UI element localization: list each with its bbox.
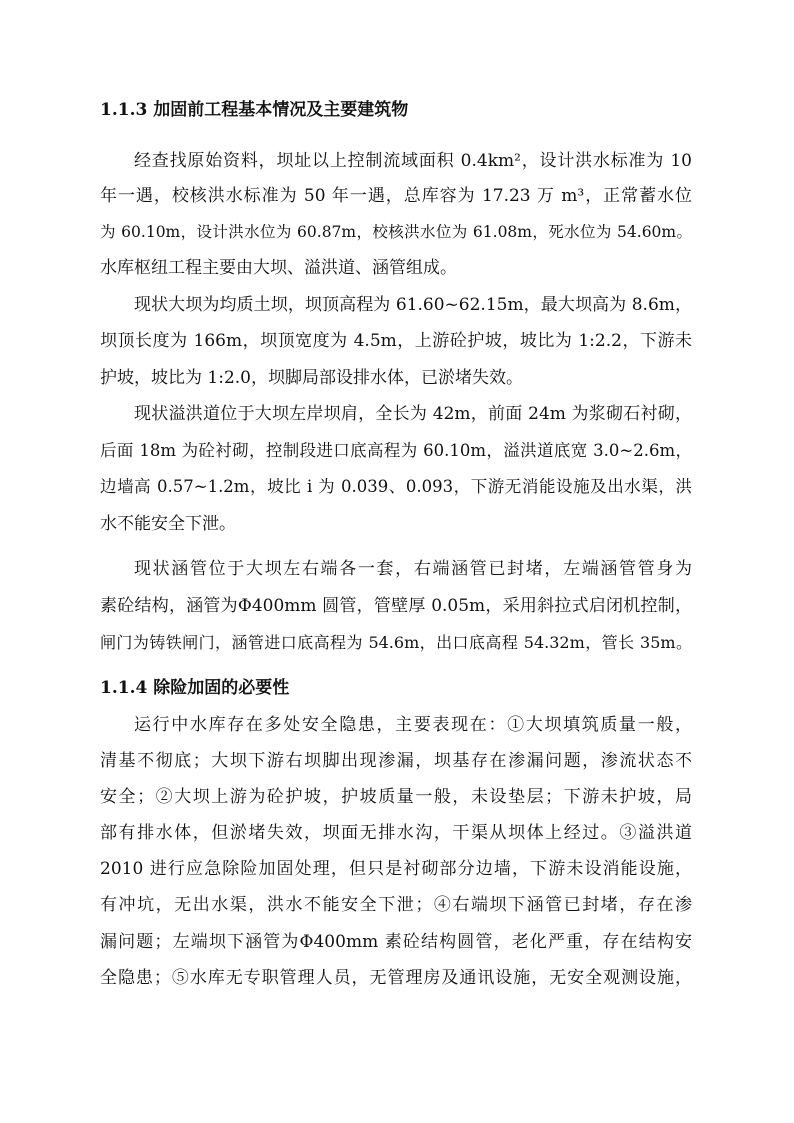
section-heading-1-1-3: 1.1.3 加固前工程基本情况及主要建筑物 [100,100,409,120]
paragraph-line: 后面 18m 为砼衬砌，控制段进口底高程为 60.10m，溢洪道底宽 3.0~2.6m， [100,441,692,460]
paragraph-line: 2010 进行应急除险加固处理，但只是衬砌部分边墙，下游未设消能设施， [100,859,692,879]
paragraph-line: 素砼结构，涵管为Φ400mm 圆管，管壁厚 0.05m，采用斜拉式启闭机控制， [100,596,692,616]
paragraph-line: 部有排水体，但淤堵失效，坝面无排水沟，干渠从坝体上经过。③溢洪道 [100,823,692,843]
paragraph-line: 护坡，坡比为 1:2.0，坝脚局部设排水体，已淤堵失效。 [100,368,523,388]
section-heading-1-1-4: 1.1.4 除险加固的必要性 [100,678,290,698]
paragraph-line: 经查找原始资料，坝址以上控制流域面积 0.4km²，设计洪水标准为 10 [134,151,692,171]
paragraph-line: 现状溢洪道位于大坝左岸坝肩，全长为 42m，前面 24m 为浆砌石衬砌， [134,404,692,424]
paragraph-line: 年一遇，校核洪水标准为 50 年一遇，总库容为 17.23 万 m³，正常蓄水位 [100,186,692,206]
paragraph-line: 漏问题；左端坝下涵管为Φ400mm 素砼结构圆管，老化严重，存在结构安 [100,932,692,952]
paragraph-line: 水不能安全下泄。 [100,514,236,534]
paragraph-line: 运行中水库存在多处安全隐患，主要表现在：①大坝填筑质量一般， [134,715,692,735]
paragraph-line: 现状大坝为均质土坝，坝顶高程为 61.60~62.15m，最大坝高为 8.6m， [134,295,692,315]
paragraph-line: 水库枢纽工程主要由大坝、溢洪道、涵管组成。 [100,258,457,278]
paragraph-line: 清基不彻底；大坝下游右坝脚出现渗漏，坝基存在渗漏问题，渗流状态不 [100,751,692,771]
paragraph-line: 坝顶长度为 166m，坝顶宽度为 4.5m，上游砼护坡，坡比为 1:2.2，下游未 [100,331,692,351]
paragraph-line: 有冲坑，无出水渠，洪水不能安全下泄；④右端坝下涵管已封堵，存在渗 [100,895,692,915]
paragraph-line: 闸门为铸铁闸门，涵管进口底高程为 54.6m，出口底高程 54.32m，管长 35m。 [100,633,692,652]
paragraph-line: 全隐患；⑤水库无专职管理人员，无管理房及通讯设施，无安全观测设施， [100,968,692,988]
paragraph-line: 为 60.10m，设计洪水位为 60.87m，校核洪水位为 61.08m，死水位为 54.60m。 [100,223,692,241]
paragraph-line: 边墙高 0.57~1.2m，坡比 i 为 0.039、0.093，下游无消能设施及出水渠，洪 [100,477,692,496]
paragraph-line: 现状涵管位于大坝左右端各一套，右端涵管已封堵，左端涵管管身为 [134,559,692,579]
paragraph-line: 安全；②大坝上游为砼护坡，护坡质量一般，未设垫层；下游未护坡，局 [100,787,692,807]
